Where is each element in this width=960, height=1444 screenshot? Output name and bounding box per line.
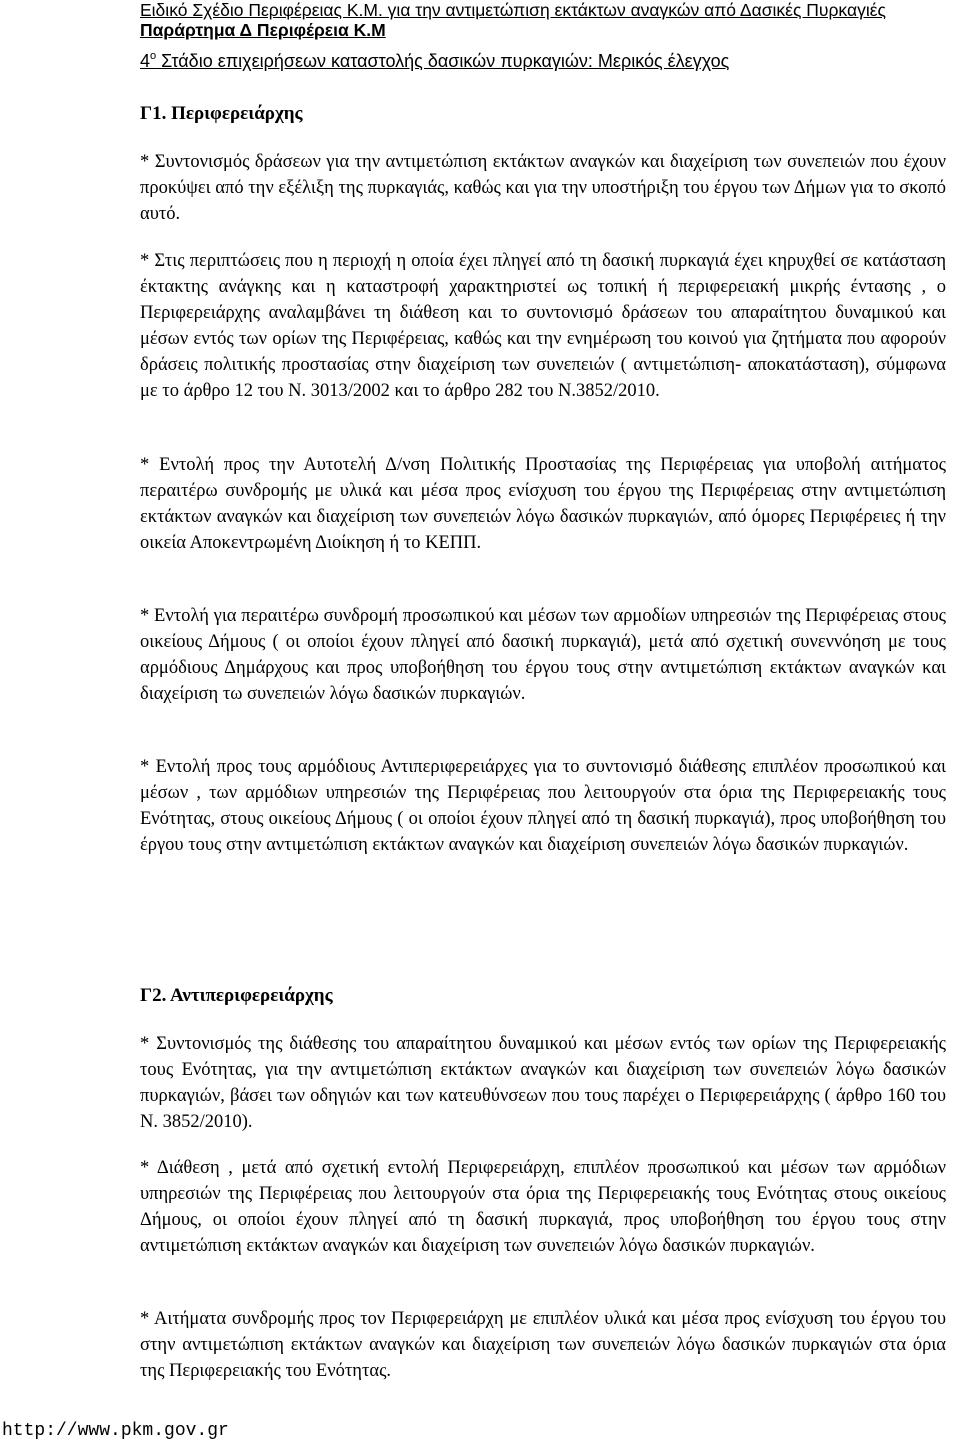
document-header-annex: Παράρτημα Δ Περιφέρεια Κ.Μ bbox=[140, 20, 386, 40]
paragraph-g1-3: * Εντολή προς την Αυτοτελή Δ/νση Πολιτικής Προστασίας της Περιφέρειας για υποβολή αιτήματος περαιτέρω συνδρομής με υλικά και μέσα προς ενίσχυση του έργου της Περιφέρειας στην αντιμετώπιση εκτάκτων αναγκών και διαχείριση των συνεπειών λόγω δασικών πυρκαγιών, από όμορες Περιφέρειες ή την οικεία Αποκεντρωμένη Διοίκηση ή το ΚΕΠΠ. bbox=[140, 455, 946, 553]
section-title-regional-governor: Γ1. Περιφερειάρχης bbox=[140, 103, 303, 124]
paragraph-g1-4: * Εντολή για περαιτέρω συνδρομή προσωπικού και μέσων των αρμοδίων υπηρεσιών της Περιφέρειας στους οικείους Δήμους ( οι οποίοι έχουν πληγεί από δασική πυρκαγιά), μετά από σχετική συνεννόηση με τους αρμόδιους Δημάρχους και προς υποβοήθηση του έργου τους στην αντιμετώπιση εκτάκτων αναγκών και διαχείριση τω συνεπειών λόγω δασικών πυρκαγιών. bbox=[140, 606, 946, 704]
paragraph-g2-3: * Αιτήματα συνδρομής προς τον Περιφερειάρχη με επιπλέον υλικά και μέσα προς ενίσχυση του έργου του στην αντιμετώπιση εκτάκτων αναγκών και διαχείριση των συνεπειών λόγω δασικών πυρκαγιών στα όρια της Περιφερειακής του Ενότητας. bbox=[140, 1309, 946, 1381]
paragraph-g2-1: * Συντονισμός της διάθεσης του απαραίτητου δυναμικού και μέσων εντός των ορίων της Περιφερειακής τους Ενότητας, για την αντιμετώπιση εκτάκτων αναγκών και διαχείριση των συνεπειών λόγω δασικών πυρκαγιών, βάσει των οδηγιών και των κατευθύνσεων που τους παρέχει ο Περιφερειάρχης ( άρθρο 160 του Ν. 3852/2010). bbox=[140, 1034, 946, 1132]
paragraph-g1-1: * Συντονισμός δράσεων για την αντιμετώπιση εκτάκτων αναγκών και διαχείριση των συνεπειών που έχουν προκύψει από την εξέλιξη της πυρκαγιάς, καθώς και για την υποστήριξη του έργου των Δήμων για το σκοπό αυτό. bbox=[140, 152, 946, 224]
stage-description: Στάδιο επιχειρήσεων καταστολής δασικών πυρκαγιών: Μερικός έλεγχος bbox=[156, 51, 730, 71]
paragraph-g2-2: * Διάθεση , μετά από σχετική εντολή Περιφερειάρχη, επιπλέον προσωπικού και μέσων των αρμόδιων υπηρεσιών της Περιφέρειας που λειτουργούν στα όρια της Περιφερειακής τους Ενότητας στους οικείους Δήμους, οι οποίοι έχουν πληγεί από τη δασική πυρκαγιά, προς υποβοήθηση του έργου τους στην αντιμετώπιση εκτάκτων αναγκών και διαχείριση των συνεπειών λόγω δασικών πυρκαγιών. bbox=[140, 1158, 946, 1256]
paragraph-g1-2: * Στις περιπτώσεις που η περιοχή η οποία έχει πληγεί από τη δασική πυρκαγιά έχει κηρυχθεί σε κατάσταση έκτακτης ανάγκης και η καταστροφή χαρακτηριστεί ως τοπική ή περιφερειακή μικρής έντασης , ο Περιφερειάρχης αναλαμβάνει τη διάθεση και το συντονισμό δράσεων του απαραίτητου δυναμικού και μέσων εντός των ορίων της Περιφέρειας, καθώς και την ενημέρωση του κοινού για ζητήματα που αφορούν δράσεις πολιτικής προστασίας στην διαχείριση των συνεπειών ( αντιμετώπιση- αποκατάσταση), σύμφωνα με το άρθρο 12 του Ν. 3013/2002 και το άρθρο 282 του Ν.3852/2010. bbox=[140, 251, 946, 401]
document-header-title: Ειδικό Σχέδιο Περιφέρειας Κ.Μ. για την αντιμετώπιση εκτάκτων αναγκών από Δασικές Πυρκαγιές bbox=[140, 0, 886, 20]
paragraph-g1-5: * Εντολή προς τους αρμόδιους Αντιπεριφερειάρχες για το συντονισμό διάθεσης επιπλέον προσωπικού και μέσων , των αρμόδιων υπηρεσιών της Περιφέρειας που λειτουργούν στα όρια της Περιφερειακής τους Ενότητας, στους οικείους Δήμους ( οι οποίοι έχουν πληγεί από τη δασική πυρκαγιά), προς υποβοήθηση του έργου τους στην αντιμετώπιση εκτάκτων αναγκών και διαχείριση συνεπειών λόγω δασικών πυρκαγιών. bbox=[140, 757, 946, 855]
document-header-stage bbox=[140, 48, 729, 74]
stage-ordinal-suffix: ο bbox=[150, 50, 157, 62]
footer-url-link[interactable]: http://www.pkm.gov.gr bbox=[2, 1421, 229, 1441]
stage-number: 4 bbox=[140, 51, 151, 71]
section-title-deputy-regional-governor: Γ2. Αντιπεριφερειάρχης bbox=[140, 985, 333, 1006]
